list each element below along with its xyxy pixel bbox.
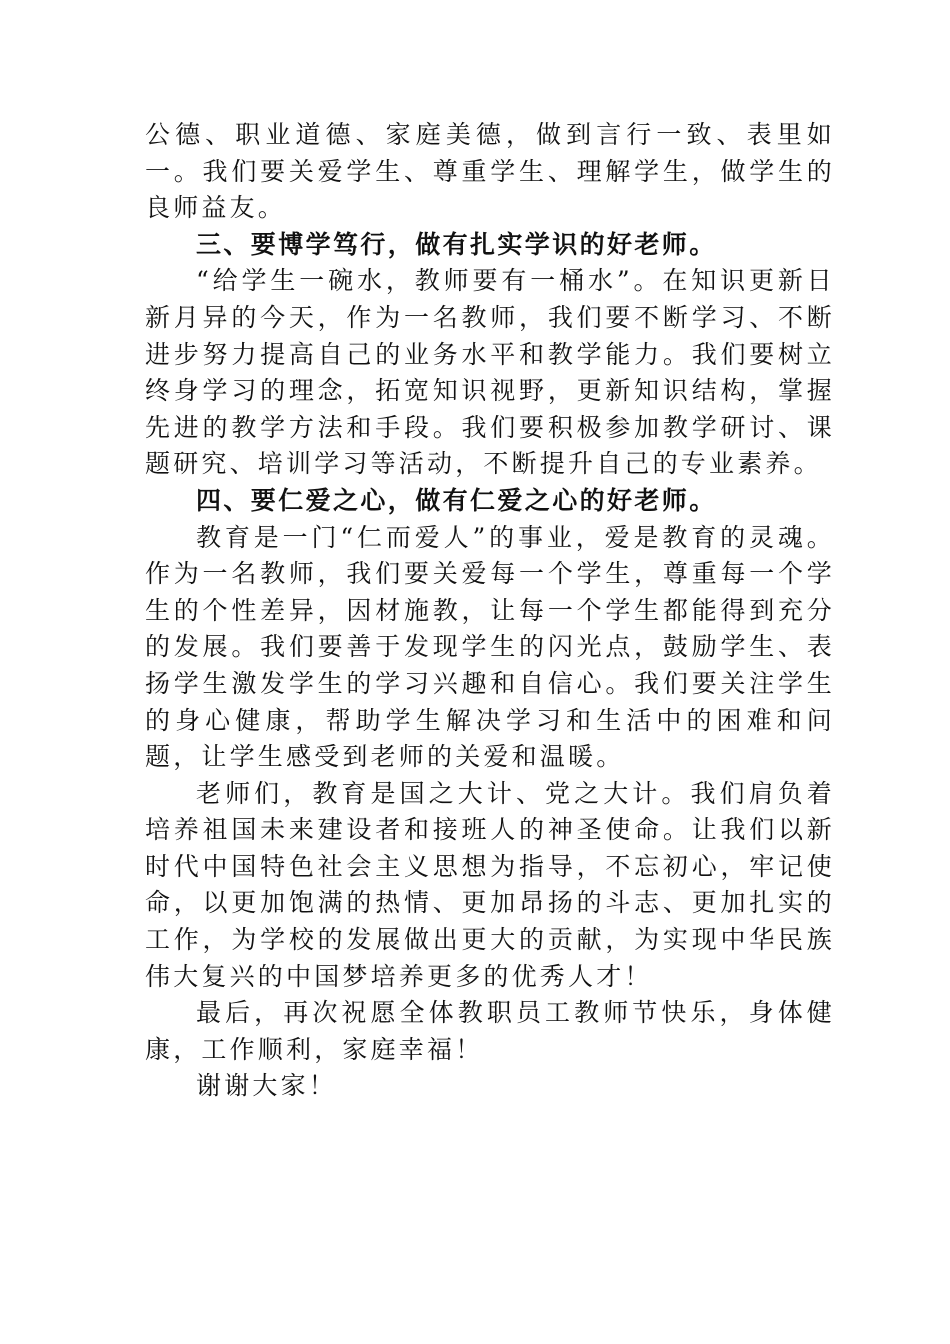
paragraph-learning: “给学生一碗水，教师要有一桶水”。在知识更新日新月异的今天，作为一名教师，我们要不断学习、不断进步努力提高自己的业务水平和教学能力。我们要树立终身学习的理念，拓宽知识视野，更新知识结构，掌握先进的教学方法和手段。我们要积极参加教学研讨、课题研究、培训学习等活动，不断提升自己的专业素养。	[145, 266, 835, 479]
paragraph-wishes: 最后，再次祝愿全体教职员工教师节快乐，身体健康，工作顺利，家庭幸福！	[145, 998, 835, 1064]
paragraph-mission: 老师们，教育是国之大计、党之大计。我们肩负着培养祖国未来建设者和接班人的神圣使命。让我们以新时代中国特色社会主义思想为指导，不忘初心，牢记使命，以更加饱满的热情、更加昂扬的斗志、更加扎实的工作，为学校的发展做出更大的贡献，为实现中华民族伟大复兴的中国梦培养更多的优秀人才！	[145, 778, 835, 991]
document-body	[145, 117, 835, 1105]
paragraph-continuation: 公德、职业道德、家庭美德，做到言行一致、表里如一。我们要关爱学生、尊重学生、理解学生，做学生的良师益友。	[145, 120, 835, 223]
section-heading-3: 三、要博学笃行，做有扎实学识的好老师。	[196, 229, 717, 259]
paragraph-love: 教育是一门“仁而爱人”的事业，爱是教育的灵魂。作为一名教师，我们要关爱每一个学生，尊重每一个学生的个性差异，因材施教，让每一个学生都能得到充分的发展。我们要善于发现学生的闪光点，鼓励学生、表扬学生激发学生的学习兴趣和自信心。我们要关注学生的身心健康，帮助学生解决学习和生活中的困难和问题，让学生感受到老师的关爱和温暖。	[145, 522, 835, 772]
section-heading-4: 四、要仁爱之心，做有仁爱之心的好老师。	[196, 485, 717, 515]
paragraph-thanks: 谢谢大家！	[196, 1071, 338, 1101]
